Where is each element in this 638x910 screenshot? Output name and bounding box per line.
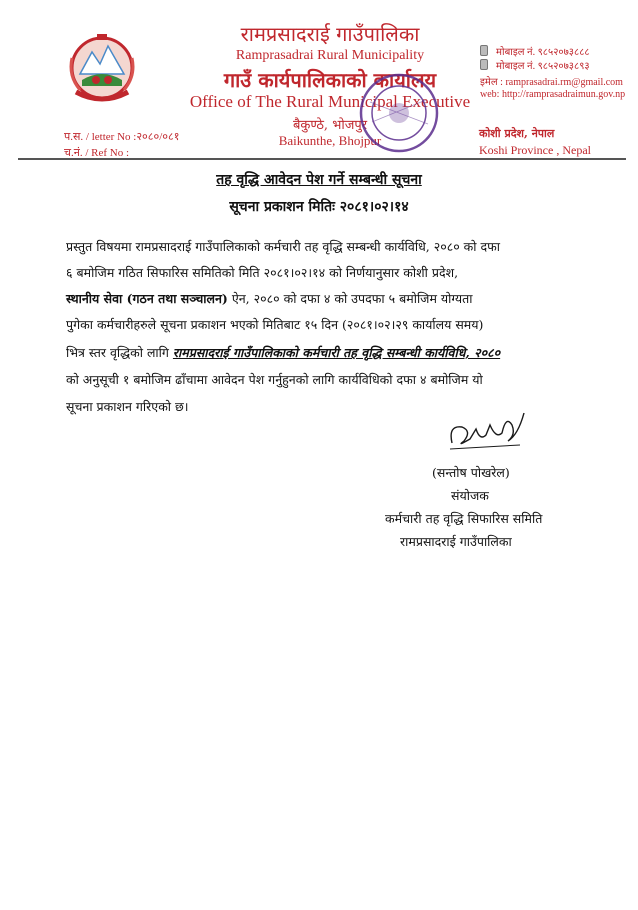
contact-mobile-2 — [480, 58, 590, 72]
body-line-7: सूचना प्रकाशन गरिएको छ। — [66, 399, 189, 414]
act-name-bold: स्थानीय सेवा (गठन तथा सञ्चालन) — [66, 291, 228, 306]
signatory-name: (सन्तोष पोखरेल) — [432, 465, 510, 480]
phone-icon — [480, 45, 488, 56]
province-english: Koshi Province , Nepal — [479, 143, 591, 157]
address-nepali: बैकुण्ठे, भोजपुर — [292, 118, 368, 133]
contact-web: web: http://ramprasadraimun.gov.np — [480, 89, 626, 100]
nepal-government-emblem-icon — [66, 28, 138, 110]
body-line-1: प्रस्तुत विषयमा रामप्रसादराई गाउँपालिकाको कर्मचारी तह वृद्धि सम्बन्धी कार्यविधि, २०८० को दफा — [66, 239, 501, 254]
notice-publish-date: सूचना प्रकाशन मितिः २०८१।०२।१४ — [229, 199, 409, 215]
signatory-role: संयोजक — [451, 488, 489, 503]
address-english: Baikunthe, Bhojpur — [278, 133, 382, 148]
procedure-name-emphasis: रामप्रसादराई गाउँपालिकाको कर्मचारी तह वृद्धि सम्बन्धी कार्यविधि, २०८० — [172, 345, 501, 360]
office-name-english: Office of The Rural Municipal Executive — [189, 92, 471, 111]
body-line-3 — [66, 290, 473, 307]
contact-email: इमेल : ramprasadrai.rm@gmail.com — [480, 77, 623, 88]
body-line-3-rest: ऐन, २०८० को दफा ४ को उपदफा ५ बमोजिम योग्यता — [227, 291, 473, 306]
mobile-1-text: मोबाइल नं. ९८५२०७३८८८ — [496, 47, 590, 58]
header-divider — [18, 158, 626, 160]
body-line-4: पुगेका कर्मचारीहरुले सूचना प्रकाशन भएको मितिबाट १५ दिन (२०८१।०२।२९ कार्यालय समय) — [66, 317, 484, 332]
body-line-5 — [66, 344, 500, 361]
municipality-name-nepali: रामप्रसादराई गाउँपालिका — [240, 22, 420, 46]
notice-title: तह वृद्धि आवेदन पेश गर्ने सम्बन्धी सूचना — [216, 172, 422, 188]
body-line-2: ६ बमोजिम गठित सिफारिस समितिको मिति २०८१।०२।१४ को निर्णयानुसार कोशी प्रदेश, — [66, 265, 459, 280]
office-name-nepali: गाउँ कार्यपालिकाको कार्यालय — [223, 68, 437, 92]
body-line-6: को अनुसूची १ बमोजिम ढाँचामा आवेदन पेश गर्नुहुनको लागि कार्यविधिको दफा ४ बमोजिम यो — [66, 372, 483, 387]
letter-number: प.स. / letter No :२०८०/०८१ — [64, 131, 180, 143]
municipality-name-english: Ramprasadrai Rural Municipality — [235, 48, 425, 63]
mobile-2-text: मोबाइल नं. ९८५२०७३८९३ — [496, 61, 590, 72]
body-line-5-start: भित्र स्तर वृद्धिको लागि — [66, 345, 173, 360]
reference-number: च.नं. / Ref No : — [64, 147, 130, 159]
signatory-organization: रामप्रसादराई गाउँपालिका — [400, 534, 512, 549]
province-nepali: कोशी प्रदेश, नेपाल — [479, 127, 555, 140]
handwritten-signature — [446, 405, 530, 455]
signatory-committee: कर्मचारी तह वृद्धि सिफारिस समिति — [385, 511, 543, 526]
phone-icon — [480, 59, 488, 70]
contact-mobile-1 — [480, 44, 590, 58]
office-seal-stamp — [358, 72, 440, 154]
